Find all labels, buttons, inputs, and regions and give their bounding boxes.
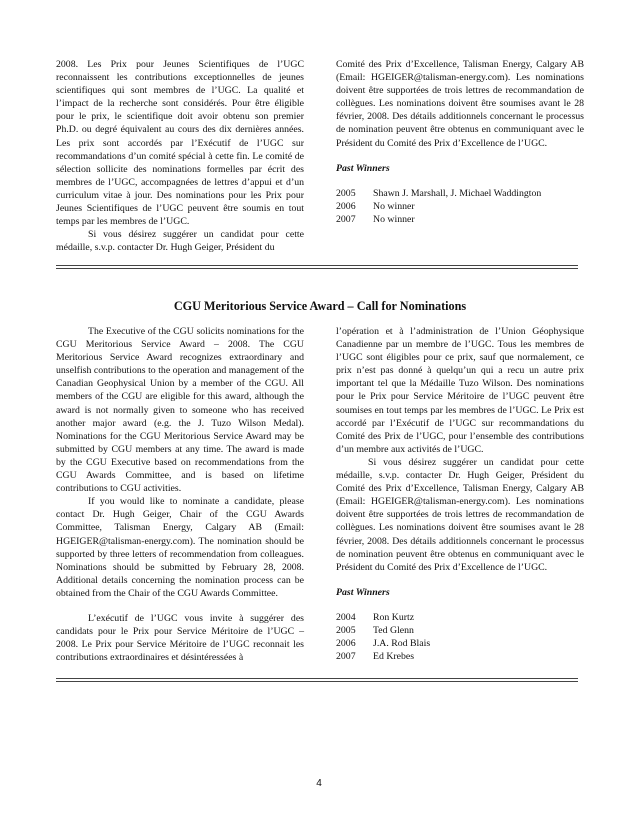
section-heading: CGU Meritorious Service Award – Call for Nominations <box>173 299 467 313</box>
past-winner-year: 2007 <box>336 213 356 225</box>
past-winner-row <box>336 611 584 624</box>
award-description-paragraph: The Executive of the CGU solicits nominations for the CGU Meritorious Service Award – 2008. The CGU Meritorious Service Award recognizes extraordinary and unselfish contributions to the operation and management of the Canadian Geophysical Union by a member of the CGU. All members of the CGU are eligible for this award, although the award is not normally given to someone who has received another major award (e.g. the J. Tuzo Wilson Medal). Nominations for the CGU Meritorious Service Award may be submitted by CGU members at any time. The award is made by the CGU Executive based on recommendations from the CGU Awards Committee, and is based on lifetime contributions to CGU activities. <box>56 326 304 495</box>
past-winner-year: 2005 <box>336 624 356 636</box>
past-winner-year: 2006 <box>336 200 356 212</box>
section-divider <box>56 265 578 269</box>
nomination-contact-paragraph: If you would like to nominate a candidate, please contact Dr. Hugh Geiger, Chair of the CGU Awards Committee, Talisman Energy, Calgary AB (Email: HGEIGER@talisman-energy.com). The nomination should be supported by three letters of recommendation from colleagues. Nominations should be submitted by February 28, 2008. Additional details concerning the nomination process can be obtained from the Chair of the CGU Awards Committee. <box>56 496 304 599</box>
award-continuation-paragraph-fr: l’opération et à l’administration de l’Union Géophysique Canadienne par un membre de l’UGC. Tous les membres de l’UGC sont éligibles pour ce prix, sauf que normalement, ce prix n’est pas donné à quelqu’un qui a recu un autre prix important tel que la Médaille Tuzo Wilson. Des nominations pour le Prix pour Service Méritoire de l’UGC peuvent être soumises en tout temps par les membres de l’UGC. Le Prix est accordé par l’Exécutif de l’UGC sur recommandations du Comité des Prix de l’UGC, pour l’ensemble des contributions d’un membre aux activités de l’UGC. <box>336 326 584 455</box>
past-winner-row <box>336 650 584 663</box>
contact-paragraph-fr: Si vous désirez suggérer un candidat pour cette médaille, s.v.p. contacter Dr. Hugh Geiger, Président du <box>56 229 304 254</box>
past-winner-name: Ed Krebes <box>373 651 415 663</box>
past-winner-name: No winner <box>373 213 415 225</box>
past-winner-row <box>336 213 584 226</box>
past-winner-name: No winner <box>373 200 415 212</box>
page-number: 4 <box>316 778 322 789</box>
past-winners-title: Past Winners <box>336 586 390 598</box>
section-right-column <box>336 325 584 663</box>
young-scientist-paragraph-fr: 2008. Les Prix pour Jeunes Scientifiques de l’UGC reconnaissent les contributions exceptionnelles de jeunes scientifiques qui sont membres de l’UGC. La qualité et l’impact de la recherche sont considérés. Pour être éligible pour le prix, le scientifique doit avoir obtenu son premier Ph.D. ou degré équivalent au cours des dix dernières années. Les prix sont accordés par l’Exécutif de l’UGC sur recommandations d’un comité spécial à cette fin. Le comité de sélection sollicite des nominations formelles par écrit des membres de l’UGC, accompagnées de lettres d’appui et d’un curriculum vitae à jour. Des nominations pour les Prix pour Jeunes Scientifiques de l’UGC peuvent être soumis en tout temps par les membres de l’UGC. <box>56 59 304 228</box>
past-winner-name: Ted Glenn <box>373 624 414 636</box>
section-divider-bottom <box>56 678 578 682</box>
past-winner-name: Ron Kurtz <box>373 611 415 623</box>
award-description-paragraph-fr: L’exécutif de l’UGC vous invite à suggérer des candidats pour le Prix pour Service Méritoire de l’UGC – 2008. Le Prix pour Service Méritoire de l’UGC reconnait les contributions extraordinaires et désintéressées à <box>56 612 304 664</box>
past-winner-year: 2007 <box>336 651 356 663</box>
past-winner-row <box>336 200 584 213</box>
past-winner-name: J.A. Rod Blais <box>373 638 431 650</box>
section-left-column <box>56 325 304 664</box>
top-left-column <box>56 58 304 254</box>
past-winner-year: 2006 <box>336 638 356 650</box>
past-winner-row <box>336 637 584 650</box>
past-winners-title: Past Winners <box>336 162 390 174</box>
past-winner-row <box>336 624 584 637</box>
past-winner-name: Shawn J. Marshall, J. Michael Waddington <box>373 187 542 199</box>
top-right-column <box>336 58 584 226</box>
committee-paragraph-fr: Comité des Prix d’Excellence, Talisman Energy, Calgary AB (Email: HGEIGER@talisman-energy.com). Les nominations doivent être supportées de trois lettres de recommandation de collègues. Les nominations doivent être soumises avant le 28 février, 2008. Des détails additionnels concernant le processus de nomination peuvent être obtenus en communiquant avec le Président du Comité des Prix d’Excellence de l’UGC. <box>336 59 584 149</box>
past-winner-year: 2005 <box>336 187 356 199</box>
past-winner-row <box>336 187 584 200</box>
nomination-contact-paragraph-fr: Si vous désirez suggérer un candidat pour cette médaille, s.v.p. contacter Dr. Hugh Geiger, Président du Comité des Prix d’Excellence, Talisman Energy, Calgary AB (Email: HGEIGER@talisman-energy.com). Les nominations doivent être supportées de trois lettres de recommandation de collègues. Les nominations doivent être soumises avant le 28 février, 2008. Des détails additionnels concernant le processus de nomination peuvent être obtenus en communiquant avec le Président du Comité des Prix d’Excellence de l’UGC. <box>336 456 584 573</box>
past-winner-year: 2004 <box>336 611 356 623</box>
